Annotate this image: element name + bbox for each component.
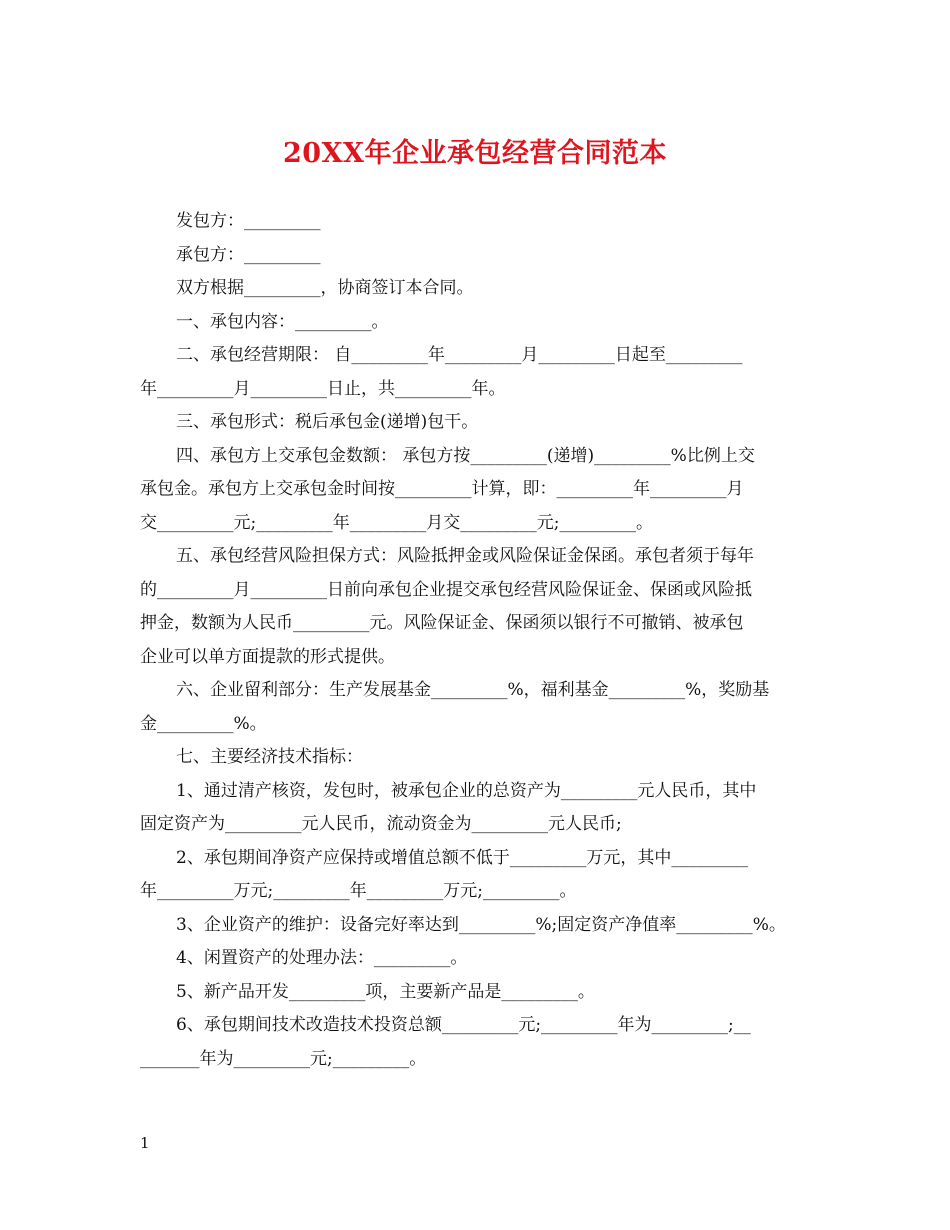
clause-1: 一、承包内容：_________。 xyxy=(176,311,389,332)
clause-6: 六、企业留利部分：生产发展基金_________%，福利基金_________%，奖励基 xyxy=(176,680,770,700)
indicator-1-cont: 固定资产为_________元人民币，流动资金为_________元人民币; xyxy=(140,814,622,834)
indicator-4: 4、闲置资产的处理办法：_________。 xyxy=(176,948,468,968)
page-number: 1 xyxy=(140,1134,150,1152)
clause-4: 四、承包方上交承包金数额： 承包方按_________(递增)_________%比例上交 xyxy=(176,445,755,466)
clause-6-cont: 金_________%。 xyxy=(140,713,267,734)
party-b-line: 承包方：_________ xyxy=(176,244,321,265)
clause-4-cont: 承包金。承包方上交承包金时间按_________计算，即：_________年_________月 xyxy=(140,479,744,499)
clause-4-cont: 交_________元;_________年_________月交_________元;_________。 xyxy=(140,512,653,533)
indicator-2-cont: 年_________万元;_________年_________万元;_________。 xyxy=(140,881,577,901)
page-title: 20XX年企业承包经营合同范本 xyxy=(283,138,667,169)
clause-2-cont: 年_________月_________日止，共_________年。 xyxy=(140,378,506,399)
basis-line: 双方根据_________，协商签订本合同。 xyxy=(176,278,474,298)
clause-5-cont: 押金，数额为人民币_________元。风险保证金、保函须以银行不可撤销、被承包 xyxy=(140,613,744,633)
clause-7: 七、主要经济技术指标： xyxy=(176,747,363,767)
indicator-1: 1、通过清产核资，发包时，被承包企业的总资产为_________元人民币，其中 xyxy=(176,780,757,801)
indicator-6: 6、承包期间技术改造技术投资总额_________元;_________年为_________;__ xyxy=(176,1015,751,1035)
clause-3: 三、承包形式：税后承包金(递增)包干。 xyxy=(176,412,479,432)
clause-5-cont: 企业可以单方面提款的形式提供。 xyxy=(140,646,395,667)
clause-5: 五、承包经营风险担保方式：风险抵押金或风险保证金保函。承包者须于每年 xyxy=(176,546,754,566)
indicator-5: 5、新产品开发_________项，主要新产品是_________。 xyxy=(176,981,595,1002)
clause-2: 二、承包经营期限： 自_________年_________月_________日起至_________ xyxy=(176,345,743,365)
indicator-3: 3、企业资产的维护：设备完好率达到_________%;固定资产净值率_________%。 xyxy=(176,914,786,935)
document-body xyxy=(140,205,815,1076)
party-a-line: 发包方：_________ xyxy=(176,211,321,231)
indicator-6-cont: _______年为_________元;_________。 xyxy=(140,1048,427,1069)
clause-5-cont: 的_________月_________日前向承包企业提交承包经营风险保证金、保函或风险抵 xyxy=(140,579,752,600)
indicator-2: 2、承包期间净资产应保持或增值总额不低于_________万元，其中_________ xyxy=(176,847,748,868)
